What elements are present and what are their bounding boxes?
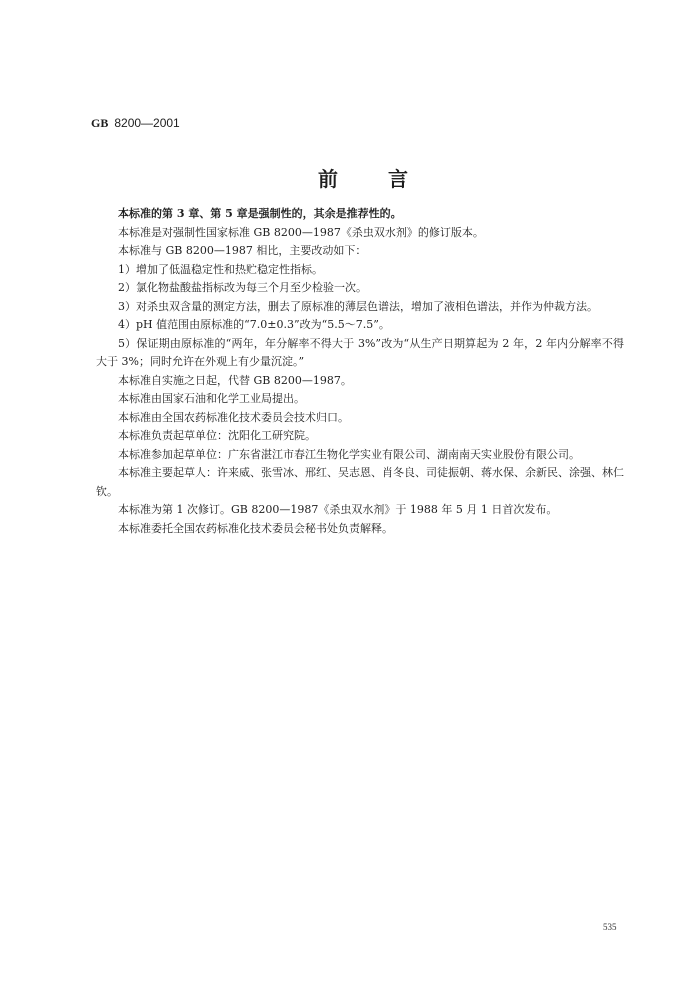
participating-units-statement: 本标准参加起草单位：广东省湛江市春江生物化学实业有限公司、湖南南天实业股份有限公司。 bbox=[118, 447, 580, 461]
standard-code bbox=[91, 116, 180, 130]
interpretation-statement: 本标准委托全国农药标准化技术委员会秘书处负责解释。 bbox=[118, 521, 393, 535]
revision-statement: 本标准是对强制性国家标准 GB 8200—1987《杀虫双水剂》的修订版本。 bbox=[118, 225, 484, 239]
changes-intro: 本标准与 GB 8200—1987 相比，主要改动如下： bbox=[118, 244, 367, 257]
page-title: 前言 bbox=[318, 167, 458, 191]
preface-body bbox=[96, 205, 624, 538]
change-item-4: 4）pH 值范围由原标准的“7.0±0.3”改为“5.5～7.5”。 bbox=[118, 318, 390, 331]
technical-committee-statement: 本标准由全国农药标准化技术委员会技术归口。 bbox=[118, 410, 349, 424]
page-number: 535 bbox=[603, 922, 617, 932]
revision-history-statement: 本标准为第 1 次修订。GB 8200—1987《杀虫双水剂》于 1988 年 5 月 1 日首次发布。 bbox=[118, 503, 558, 516]
proposer-statement: 本标准由国家石油和化学工业局提出。 bbox=[118, 392, 305, 405]
standard-code-prefix: GB bbox=[91, 116, 109, 130]
drafters-statement: 本标准主要起草人：许来威、张雪冰、邢红、吴志恩、肖冬良、司徒振朝、蒋水保、余新民、涂强、林仁钦。 bbox=[96, 466, 624, 498]
change-item-1: 1）增加了低温稳定性和热贮稳定性指标。 bbox=[118, 262, 323, 276]
standard-code-number: 8200—2001 bbox=[114, 116, 180, 130]
drafting-unit-statement: 本标准负责起草单位：沈阳化工研究院。 bbox=[118, 429, 316, 442]
replacement-statement: 本标准自实施之日起，代替 GB 8200—1987。 bbox=[118, 373, 352, 387]
mandatory-clause-statement: 本标准的第 3 章、第 5 章是强制性的，其余是推荐性的。 bbox=[118, 207, 402, 220]
change-item-2: 2）氯化物盐酸盐指标改为每三个月至少检验一次。 bbox=[118, 281, 367, 294]
change-item-5: 5）保证期由原标准的“两年，年分解率不得大于 3%”改为“从生产日期算起为 2 年，2 年内分解率不得大于 3%；同时允许在外观上有少量沉淀。” bbox=[96, 336, 624, 368]
change-item-3: 3）对杀虫双含量的测定方法，删去了原标准的薄层色谱法，增加了液相色谱法，并作为仲裁方法。 bbox=[118, 299, 598, 313]
